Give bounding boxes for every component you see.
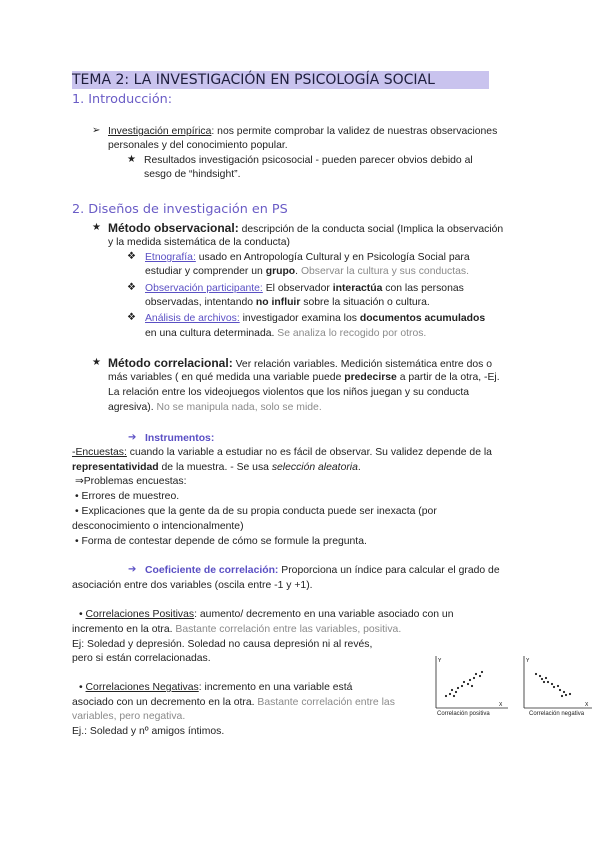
- pos-label: Correlaciones Positivas: [85, 609, 195, 620]
- positive-example-2: pero si están correlacionadas.: [72, 653, 211, 664]
- obs-method-cont: y la medida sistemática de la conducta): [108, 237, 290, 248]
- coef-heading: Coeficiente de correlación:: [145, 565, 279, 576]
- problem-2-cont: desconocimiento o intencionalmente): [72, 521, 244, 532]
- negative-corr-line-3: variables, pero negativa.: [72, 711, 186, 722]
- archivos-item-cont: [145, 327, 426, 341]
- part-text-b: con las personas: [382, 283, 464, 294]
- star-bullet-icon: ★: [92, 222, 101, 233]
- corr-text: Ver relación variables. Medición sistemática entre dos o: [232, 359, 493, 370]
- etno-text2b: .: [295, 266, 301, 277]
- diamond-bullet-icon: ❖: [127, 282, 136, 293]
- obs-text: descripción de la conducta social (Implica la observación: [238, 224, 504, 235]
- page-title-highlight: [72, 71, 489, 89]
- corr-bold: predecirse: [344, 372, 397, 383]
- etnografia-link[interactable]: Etnografía:: [145, 252, 196, 263]
- corr-method-l4: [108, 401, 322, 415]
- corr-method: [108, 356, 492, 372]
- negative-corr-line-2: [72, 696, 395, 710]
- pos-bullet: •: [79, 609, 86, 620]
- etno-grey: Observar la cultura y sus conductas.: [300, 266, 469, 277]
- positive-caption: Correlación positiva: [437, 711, 490, 717]
- page-title: TEMA 2: LA INVESTIGACIÓN EN PSICOLOGÍA SOCIAL: [72, 72, 435, 88]
- positive-corr-line: [79, 608, 453, 622]
- intro-item-2-cont: sesgo de “hindsight”.: [144, 169, 241, 180]
- x-axis-label: X: [499, 702, 503, 708]
- neg-grey: Bastante correlación entre las: [257, 697, 395, 708]
- pos-grey: Bastante correlación entre las variables, positiva.: [175, 624, 402, 635]
- enc-text2: de la muestra. - Se usa: [158, 462, 272, 473]
- neg-text2: asociado con un decremento en la otra.: [72, 697, 258, 708]
- encuestas-line: [72, 446, 492, 460]
- coef-line-2: asociación entre dos variables (oscila entre -1 y +1).: [72, 580, 313, 591]
- corr-grey: No se manipula nada, solo se mide.: [156, 402, 322, 413]
- diamond-bullet-icon: ❖: [127, 251, 136, 262]
- arrow-bullet-icon: ➢: [92, 125, 101, 136]
- positive-scatter-svg: [430, 652, 510, 712]
- problems-heading: ⇒Problemas encuestas:: [75, 476, 187, 487]
- intro-item-1: [108, 125, 497, 139]
- archivos-link[interactable]: Análisis de archivos:: [145, 313, 240, 324]
- enc-italic: selección aleatoria: [271, 462, 358, 473]
- star-bullet-icon: ★: [92, 357, 101, 368]
- negative-scatter-diagram: [518, 652, 598, 712]
- etno-bold: grupo: [265, 266, 296, 277]
- problem-2: • Explicaciones que la gente da de su propia conducta puede ser inexacta (por: [75, 506, 437, 517]
- diamond-bullet-icon: ❖: [127, 312, 136, 323]
- negative-scatter-svg: [518, 652, 598, 712]
- corr-text4: agresiva).: [108, 402, 157, 413]
- enc-text2b: .: [357, 462, 361, 473]
- obs-method: [108, 221, 503, 237]
- enc-text: cuando la variable a estudiar no es fácil de observar. Su validez depende de la: [126, 447, 492, 458]
- etno-text2: estudiar y comprender un: [145, 266, 266, 277]
- pos-text2: incremento en la otra.: [72, 624, 176, 635]
- x-axis-label: X: [585, 702, 589, 708]
- scatter-points: [445, 671, 483, 697]
- etnografia-item-cont: [145, 265, 469, 279]
- etno-text: usado en Antropología Cultural y en Psicología Social para: [195, 252, 470, 263]
- obs-label: Método observacional:: [108, 221, 239, 235]
- part-text2b: sobre la situación o cultura.: [300, 297, 430, 308]
- item-text: : nos permite comprobar la validez de nuestras observaciones: [211, 126, 498, 137]
- arch-text2: en una cultura determinada.: [145, 328, 278, 339]
- corr-text2: más variables ( en qué medida una variable puede: [108, 372, 345, 383]
- etnografia-item: [145, 251, 470, 265]
- item-label: Investigación empírica: [108, 126, 212, 137]
- right-arrow-icon: ➔: [128, 564, 137, 575]
- instrumentos-heading: Instrumentos:: [145, 433, 215, 444]
- part-text: El observador: [262, 283, 333, 294]
- scatter-points: [535, 673, 571, 697]
- intro-item-2: Resultados investigación psicosocial - pueden parecer obvios debido al: [144, 155, 473, 166]
- positive-scatter-diagram: [430, 652, 510, 712]
- encuestas-line-2: [72, 461, 361, 475]
- negative-caption: Correlación negativa: [529, 711, 585, 717]
- y-axis-label: Y: [438, 658, 442, 664]
- corr-method-l3: La relación entre los videojuegos violentos que los niños juegan y su conducta: [108, 387, 470, 398]
- y-axis-label: Y: [526, 658, 530, 664]
- section-1-heading: 1. Introducción:: [72, 92, 173, 107]
- intro-item-1-cont: personales y del conocimiento popular.: [108, 140, 288, 151]
- arch-bold: documentos acumulados: [359, 313, 486, 324]
- participante-item: [145, 282, 464, 296]
- arch-grey: Se analiza lo recogido por otros.: [277, 328, 427, 339]
- problem-1: • Errores de muestreo.: [75, 491, 180, 502]
- neg-label: Correlaciones Negativas: [85, 682, 199, 693]
- part-text2: observadas, intentando: [145, 297, 256, 308]
- star-bullet-icon: ★: [127, 154, 136, 165]
- corr-method-l2: [108, 371, 500, 385]
- corr-text2b: a partir de la otra, -Ej.: [396, 372, 500, 383]
- enc-bold: representatividad: [72, 462, 159, 473]
- coef-line: [145, 564, 500, 578]
- right-arrow-icon: ➔: [128, 432, 137, 443]
- section-2-heading: 2. Diseños de investigación en PS: [72, 202, 288, 217]
- pos-text: : aumento/ decremento en una variable asociado con un: [194, 609, 454, 620]
- negative-corr-line: [79, 681, 352, 695]
- archivos-item: [145, 312, 485, 326]
- neg-bullet: •: [79, 682, 86, 693]
- negative-example: Ej.: Soledad y nº amigos íntimos.: [72, 726, 225, 737]
- corr-label: Método correlacional:: [108, 356, 233, 370]
- arch-text: investigador examina los: [239, 313, 360, 324]
- part-bold: interactúa: [332, 283, 383, 294]
- participante-item-cont: [145, 296, 430, 310]
- coef-text: Proporciona un índice para calcular el grado de: [278, 565, 500, 576]
- participante-link[interactable]: Observación participante:: [145, 283, 263, 294]
- problem-3: • Forma de contestar depende de cómo se formule la pregunta.: [75, 536, 367, 547]
- positive-corr-line-2: [72, 623, 401, 637]
- part-bold2: no influir: [255, 297, 301, 308]
- neg-text: : incremento en una variable está: [198, 682, 353, 693]
- positive-example: Ej: Soledad y depresión. Soledad no causa depresión ni al revés,: [72, 639, 373, 650]
- encuestas-label: -Encuestas:: [72, 447, 127, 458]
